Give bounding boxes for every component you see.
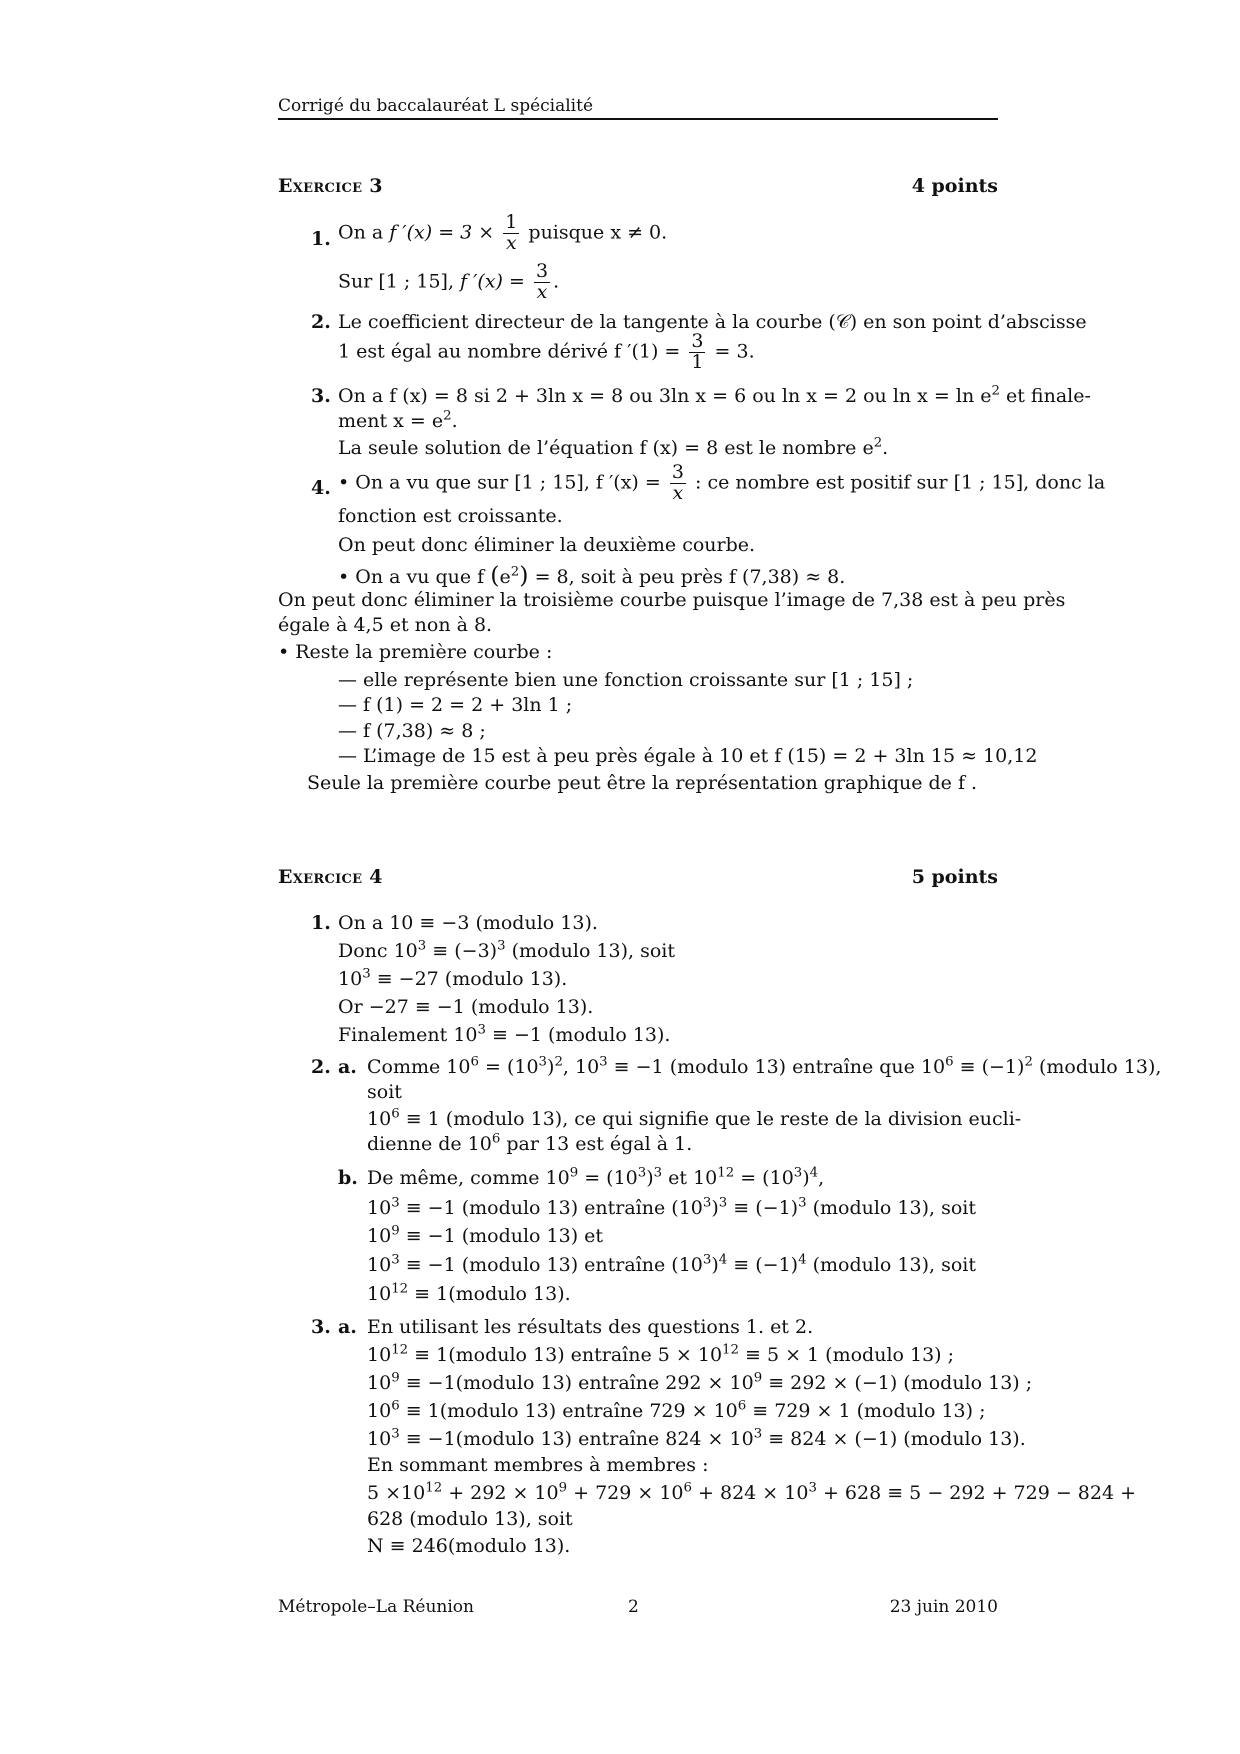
ex3-q1-number: 1. xyxy=(311,228,331,250)
ex4-q2a-line1: Comme $10^6 = (10^3)^2$, $10^3 \equiv -1$ (modulo 13) entraîne que $10^6 \equiv (-1)^2$ (modulo 13), xyxy=(367,1054,1162,1078)
exercise-3-points: 4 points xyxy=(911,175,998,197)
exercise-4-points: 5 points xyxy=(911,866,998,888)
ex3-q4-line3: On peut donc éliminer la deuxième courbe. xyxy=(338,534,756,556)
ex4-q3a-line3: $10^9$ ≡ −1(modulo 13) entraîne $292 \times 10^9 \equiv 292 \times (-1)$ (modulo 13) ; xyxy=(367,1370,1033,1394)
ex3-q1-line1: On a f ′(x) = 3 × $\frac{1}{x}$ puisque x ≠ 0. xyxy=(338,211,668,254)
ex4-q3a-line6: En sommant membres à membres : xyxy=(367,1454,709,1476)
ex3-conclusion: Seule la première courbe peut être la représentation graphique de f . xyxy=(307,772,978,794)
ex3-q1-line2: Sur [1 ; 15], f ′(x) = $\frac{3}{x}$ . xyxy=(338,260,560,303)
running-header: Corrigé du baccalauréat L spécialité xyxy=(278,96,594,116)
ex4-q2-number: 2. xyxy=(311,1056,331,1078)
ex4-q2b-line1: De même, comme $10^9 = (10^3)^3$ et $10^{12} = (10^3)^4$, xyxy=(367,1165,825,1189)
ex4-q3a-line4: $10^6$ ≡ 1(modulo 13) entraîne $729 \times 10^6 \equiv 729 \times 1$ (modulo 13) ; xyxy=(367,1398,986,1422)
ex3-dash-item-2: — f (1) = 2 = 2 + 3ln 1 ; xyxy=(338,694,573,716)
ex4-q2b-line3: $10^9 \equiv -1$ (modulo 13) et xyxy=(367,1223,604,1247)
ex4-q1-line1: On a 10 ≡ −3 (modulo 13). xyxy=(338,912,598,934)
ex3-q2-line2: 1 est égal au nombre dérivé f ′(1) = $\frac{3}{1}$ = 3. xyxy=(338,330,755,373)
ex3-dash-item-3: — f (7,38) ≈ 8 ; xyxy=(338,720,486,742)
ex4-q2b-line2: $10^3 \equiv -1$ (modulo 13) entraîne $(10^3)^3 \equiv (-1)^3$ (modulo 13), soit xyxy=(367,1195,976,1219)
fraction-1-over-x: $\frac{1}{x}$ xyxy=(505,211,518,254)
ex4-q3a-line5: $10^3$ ≡ −1(modulo 13) entraîne $824 \times 10^3 \equiv 824 \times (-1)$ (modulo 13). xyxy=(367,1426,1026,1450)
ex4-q1-line4: Or −27 ≡ −1 (modulo 13). xyxy=(338,996,594,1018)
ex3-q3-line3: La seule solution de l’équation f (x) = 8 est le nombre $e^2$. xyxy=(338,435,889,459)
ex4-q3a-label: a. xyxy=(338,1316,357,1338)
ex4-q1-line2: Donc $10^3 \equiv (-3)^3$ (modulo 13), soit xyxy=(338,938,675,962)
ex3-q3-line2: ment $x = e^2$. xyxy=(338,408,458,432)
fraction-3-over-x-2: $\frac{3}{x}$ xyxy=(671,461,684,504)
exercise-3-title: Exercice 3 xyxy=(278,175,383,197)
ex3-dash-item-4: — L’image de 15 est à peu près égale à 10 et f (15) = 2 + 3ln 15 ≈ 10,12 xyxy=(338,745,1038,767)
ex3-paragraph-3: • Reste la première courbe : xyxy=(278,641,553,663)
ex4-q3-number: 3. xyxy=(311,1316,331,1338)
ex4-q3a-line8: 628 (modulo 13), soit xyxy=(367,1508,573,1530)
ex3-dash-item-1: — elle représente bien une fonction croissante sur [1 ; 15] ; xyxy=(338,669,914,691)
ex3-q3-line1: On a f (x) = 8 si 2 + 3ln x = 8 ou 3ln x = 6 ou ln x = 2 ou $\ln x = \ln e^2$ et finale- xyxy=(338,383,1091,407)
ex4-q1-line5: Finalement $10^3 \equiv -1$ (modulo 13). xyxy=(338,1022,671,1046)
ex3-q3-number: 3. xyxy=(311,385,331,407)
ex4-q1-number: 1. xyxy=(311,912,331,934)
footer-date: 23 juin 2010 xyxy=(889,1597,998,1617)
ex3-q4-number: 4. xyxy=(311,477,331,499)
ex4-q3a-line1: En utilisant les résultats des questions 1. et 2. xyxy=(367,1316,814,1338)
ex4-q1-line3: $10^3 \equiv -27$ (modulo 13). xyxy=(338,966,568,990)
ex4-q2a-label: a. xyxy=(338,1056,357,1078)
fraction-3-over-1: $\frac{3}{1}$ xyxy=(691,330,704,373)
ex3-q2-number: 2. xyxy=(311,311,331,333)
ex4-q3a-line7: $5 \times 10^{12} + 292 \times 10^9 + 729 \times 10^6 + 824 \times 10^3 + 628 \equiv 5 - 292 + 729 - 824$ + xyxy=(367,1480,1137,1504)
ex4-q2a-line2: soit xyxy=(367,1081,402,1103)
ex3-q2-line1: Le coefficient directeur de la tangente à la courbe (𝒞) en son point d’abscisse xyxy=(338,311,1087,333)
ex4-q3a-line9: N ≡ 246(modulo 13). xyxy=(367,1535,571,1557)
header-rule xyxy=(278,118,998,120)
ex4-q2a-line4: dienne de $10^6$ par 13 est égal à 1. xyxy=(367,1131,693,1155)
footer-page-number: 2 xyxy=(628,1597,639,1617)
ex3-paragraph-2: égale à 4,5 et non à 8. xyxy=(278,614,493,636)
ex4-q2a-line3: $10^6 \equiv 1$ (modulo 13), ce qui signifie que le reste de la division eucli- xyxy=(367,1106,1022,1130)
ex3-q4-line4: • On a vu que f $(e^2) = 8$, soit à peu près f (7,38) ≈ 8. xyxy=(338,561,846,589)
ex4-q3a-line2: $10^{12}$ ≡ 1(modulo 13) entraîne $5 \times 10^{12} \equiv 5 \times 1$ (modulo 13) ; xyxy=(367,1342,955,1366)
ex3-q4-line2: fonction est croissante. xyxy=(338,505,563,527)
fraction-3-over-x: $\frac{3}{x}$ xyxy=(535,260,549,303)
ex4-q2b-line4: $10^3 \equiv -1$ (modulo 13) entraîne $(10^3)^4 \equiv (-1)^4$ (modulo 13), soit xyxy=(367,1252,976,1276)
footer-location: Métropole–La Réunion xyxy=(278,1597,474,1617)
exercise-4-title: Exercice 4 xyxy=(278,866,383,888)
ex4-q2b-line5: $10^{12}$ ≡ 1(modulo 13). xyxy=(367,1281,571,1305)
ex4-q2b-label: b. xyxy=(338,1167,358,1189)
ex3-q4-line1: • On a vu que sur [1 ; 15], f ′(x) = $\frac{3}{x}$ : ce nombre est positif sur [1 ; 15], donc la xyxy=(338,461,1106,504)
ex3-paragraph-1: On peut donc éliminer la troisième courbe puisque l’image de 7,38 est à peu près xyxy=(278,589,1066,611)
